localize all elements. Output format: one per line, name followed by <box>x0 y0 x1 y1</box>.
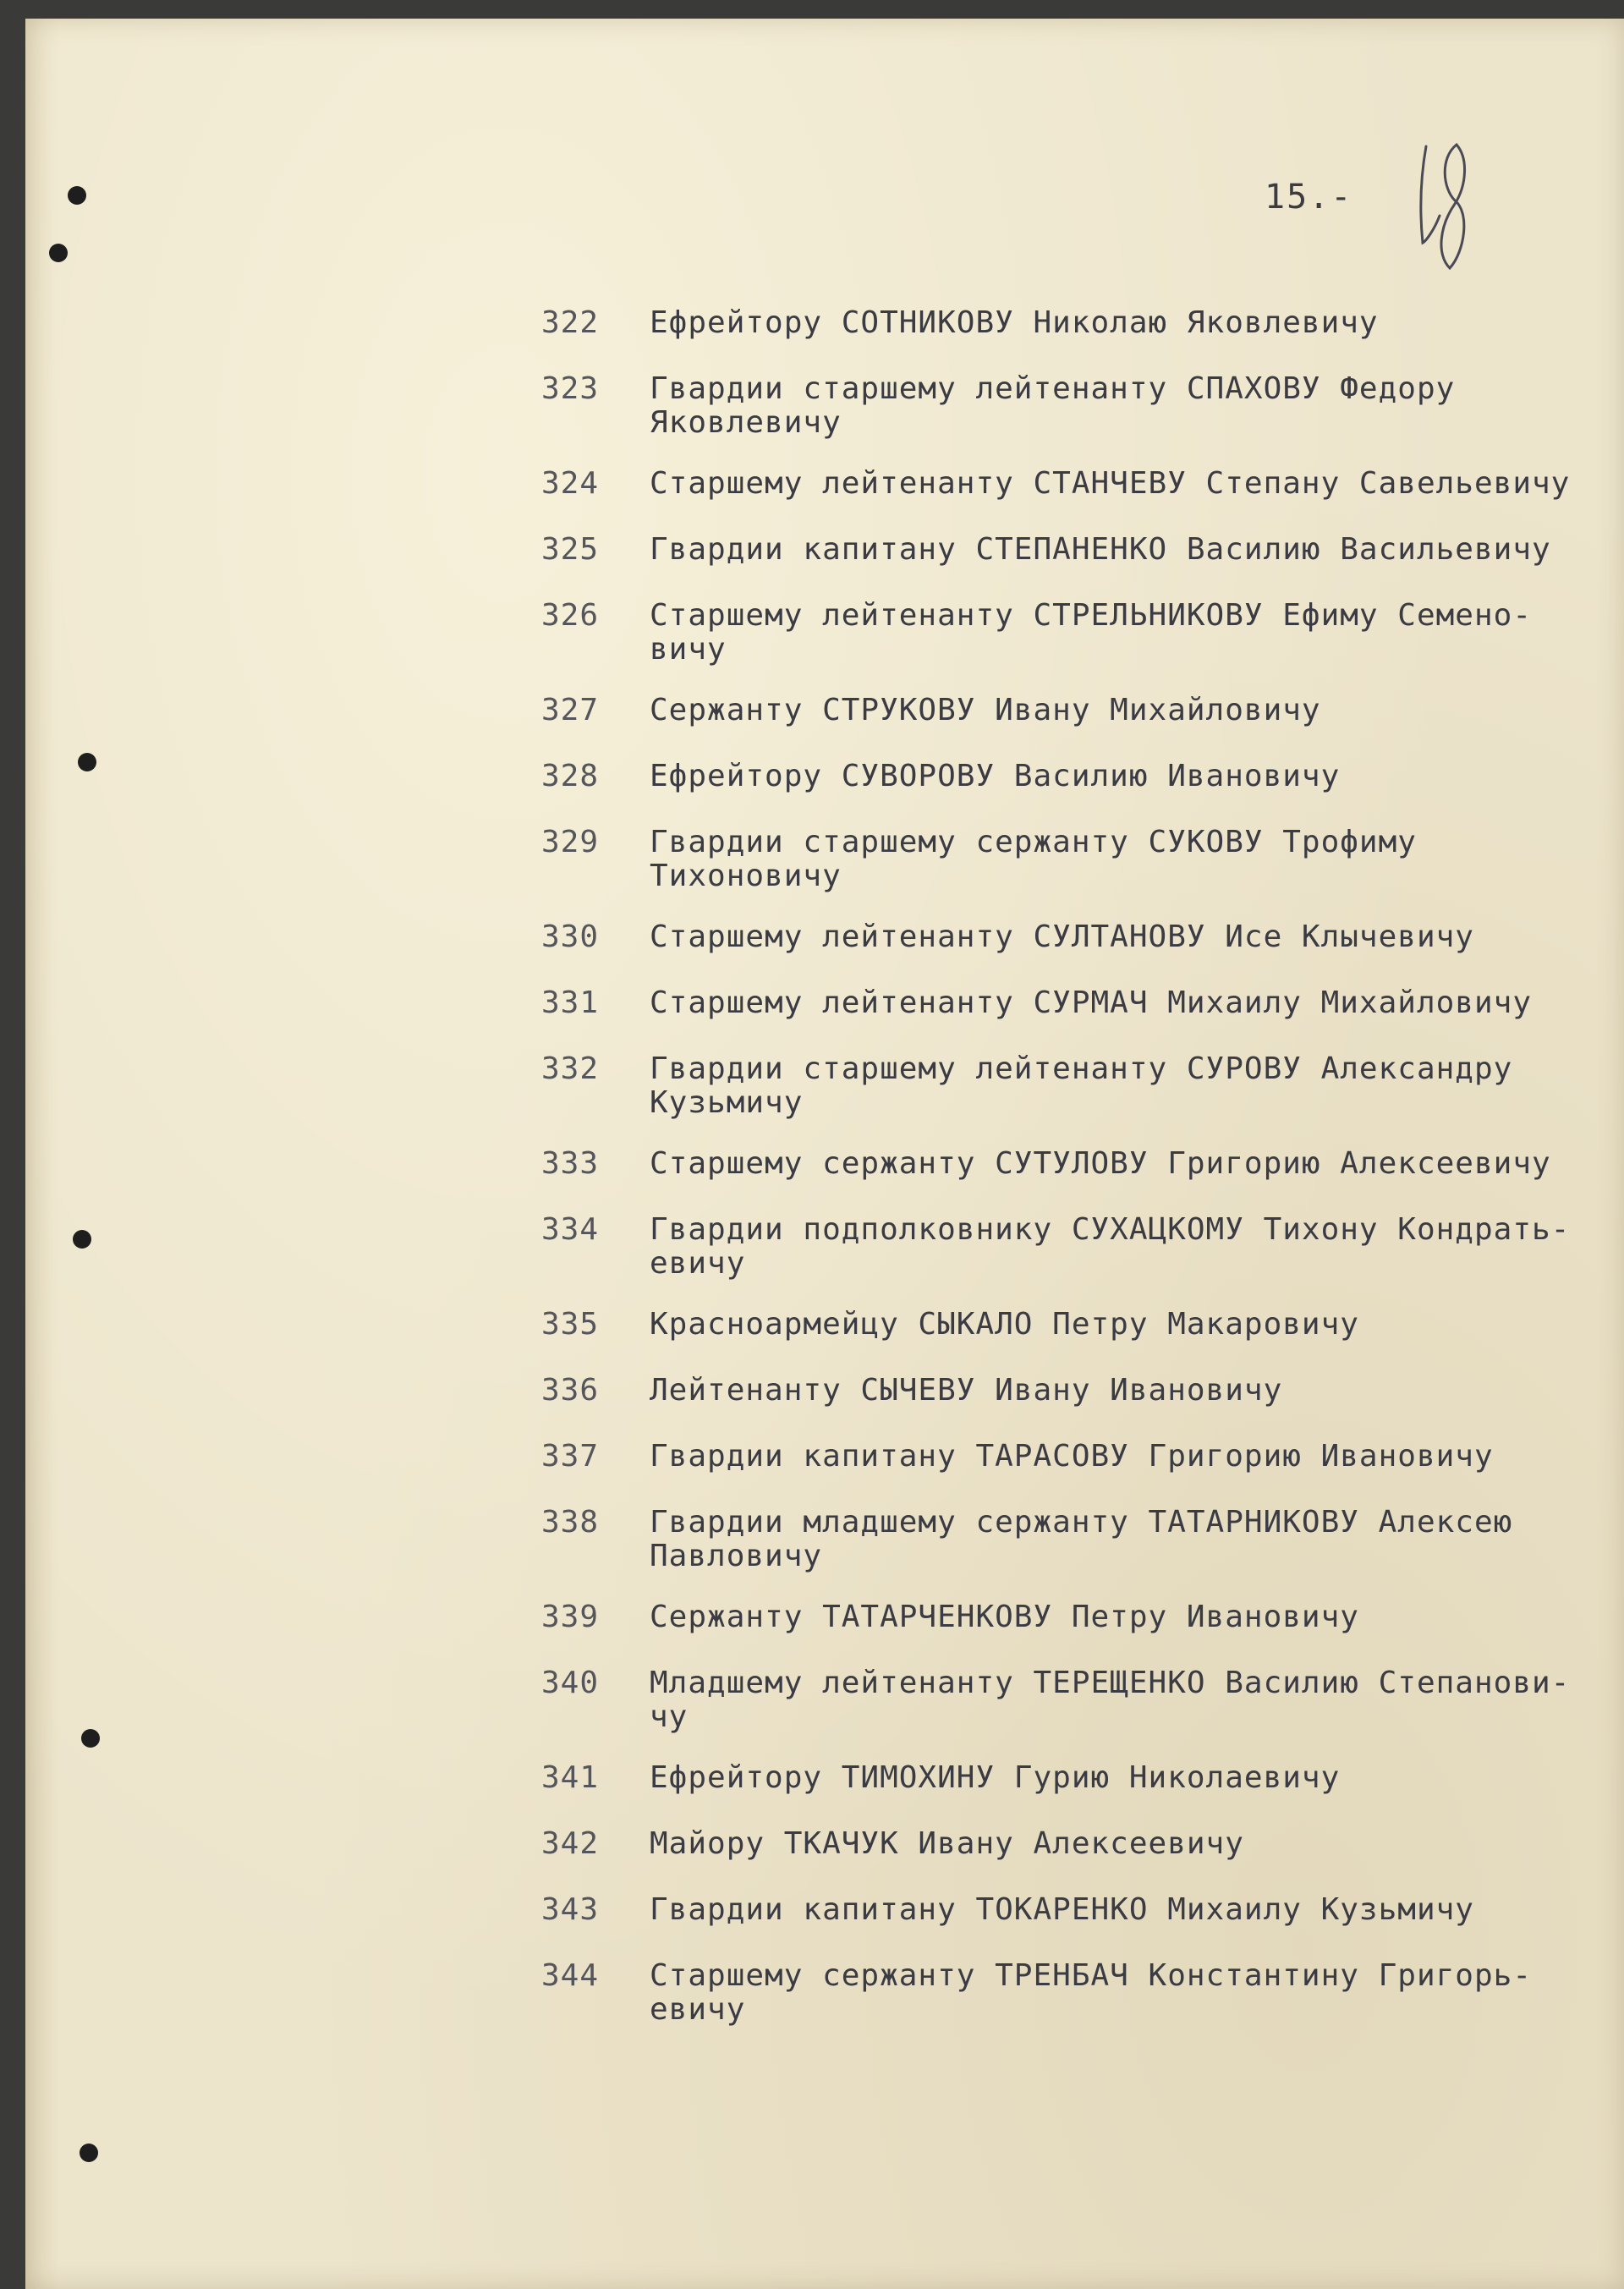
list-item <box>541 306 1624 340</box>
entry-text: Старшему лейтенанту СУЛТАНОВУ Исе Клычевичу <box>650 919 1474 954</box>
entry-number: 343 <box>541 1892 600 1927</box>
punch-hole <box>73 1230 91 1249</box>
list-item <box>541 1052 1624 1120</box>
list-item <box>541 1761 1624 1795</box>
entry-number: 340 <box>541 1666 600 1700</box>
entry-text: Старшему лейтенанту СТАНЧЕВУ Степану Савельевичу <box>650 466 1571 501</box>
entry-number: 331 <box>541 985 600 1020</box>
punch-hole <box>80 2144 98 2162</box>
entry-text: Гвардии подполковнику СУХАЦКОМУ Тихону Кондрать- евичу <box>650 1212 1571 1281</box>
entry-number: 326 <box>541 598 600 633</box>
entry-text: Сержанту ТАТАРЧЕНКОВУ Петру Ивановичу <box>650 1600 1359 1634</box>
list-item <box>541 1440 1624 1474</box>
entry-number: 334 <box>541 1212 600 1247</box>
entry-text: Гвардии старшему лейтенанту СУРОВУ Александру Кузьмичу <box>650 1051 1513 1120</box>
entry-number: 339 <box>541 1600 600 1634</box>
document-page <box>25 19 1624 2289</box>
handwritten-sheet-number <box>1414 141 1473 277</box>
entry-text: Красноармейцу СЫКАЛО Петру Макаровичу <box>650 1307 1359 1342</box>
list-item <box>541 372 1624 440</box>
entry-text: Лейтенанту СЫЧЕВУ Ивану Ивановичу <box>650 1373 1283 1408</box>
entry-number: 341 <box>541 1760 600 1795</box>
entry-number: 322 <box>541 305 600 340</box>
punch-hole <box>78 753 96 771</box>
list-item <box>541 1308 1624 1342</box>
award-list <box>541 306 1624 2054</box>
entry-text: Гвардии старшему лейтенанту СПАХОВУ Федору Яковлевичу <box>650 371 1456 440</box>
entry-text: Ефрейтору СОТНИКОВУ Николаю Яковлевичу <box>650 305 1379 340</box>
list-item <box>541 1959 1624 2027</box>
list-item <box>541 920 1624 954</box>
entry-number: 335 <box>541 1307 600 1342</box>
entry-number: 328 <box>541 759 600 793</box>
entry-text: Майору ТКАЧУК Ивану Алексеевичу <box>650 1826 1244 1861</box>
entry-text: Гвардии капитану СТЕПАНЕНКО Василию Васильевичу <box>650 532 1551 567</box>
entry-number: 338 <box>541 1505 600 1540</box>
entry-text: Старшему лейтенанту СУРМАЧ Михаилу Михайловичу <box>650 985 1532 1020</box>
page-number: 15.- <box>1265 178 1353 217</box>
list-item <box>541 1600 1624 1634</box>
entry-number: 330 <box>541 919 600 954</box>
list-item <box>541 533 1624 567</box>
list-item <box>541 599 1624 667</box>
entry-number: 333 <box>541 1146 600 1181</box>
entry-number: 342 <box>541 1826 600 1861</box>
entry-text: Гвардии младшему сержанту ТАТАРНИКОВУ Алексею Павловичу <box>650 1505 1513 1573</box>
entry-text: Старшему сержанту ТРЕНБАЧ Константину Григорь- евичу <box>650 1958 1532 2027</box>
entry-text: Ефрейтору ТИМОХИНУ Гурию Николаевичу <box>650 1760 1341 1795</box>
entry-text: Гвардии капитану ТАРАСОВУ Григорию Ивановичу <box>650 1439 1494 1474</box>
list-item <box>541 694 1624 727</box>
list-item <box>541 1147 1624 1181</box>
entry-text: Сержанту СТРУКОВУ Ивану Михайловичу <box>650 693 1321 727</box>
punch-hole <box>81 1729 100 1748</box>
entry-text: Старшему лейтенанту СТРЕЛЬНИКОВУ Ефиму Семено- вичу <box>650 598 1532 667</box>
list-item <box>541 1666 1624 1734</box>
entry-number: 332 <box>541 1051 600 1086</box>
list-item <box>541 1506 1624 1573</box>
list-item <box>541 760 1624 793</box>
entry-text: Младшему лейтенанту ТЕРЕЩЕНКО Василию Степанови- чу <box>650 1666 1571 1734</box>
list-item <box>541 1213 1624 1281</box>
entry-number: 327 <box>541 693 600 727</box>
entry-text: Старшему сержанту СУТУЛОВУ Григорию Алексеевичу <box>650 1146 1551 1181</box>
entry-text: Гвардии старшему сержанту СУКОВУ Трофиму Тихоновичу <box>650 825 1417 893</box>
entry-number: 337 <box>541 1439 600 1474</box>
list-item <box>541 1893 1624 1927</box>
entry-text: Ефрейтору СУВОРОВУ Василию Ивановичу <box>650 759 1341 793</box>
entry-number: 324 <box>541 466 600 501</box>
entry-number: 325 <box>541 532 600 567</box>
entry-number: 329 <box>541 825 600 859</box>
punch-hole <box>68 186 86 205</box>
list-item <box>541 1374 1624 1408</box>
entry-number: 336 <box>541 1373 600 1408</box>
list-item <box>541 986 1624 1020</box>
entry-number: 323 <box>541 371 600 406</box>
punch-hole <box>49 244 68 262</box>
list-item <box>541 826 1624 893</box>
entry-text: Гвардии капитану ТОКАРЕНКО Михаилу Кузьмичу <box>650 1892 1474 1927</box>
entry-number: 344 <box>541 1958 600 1993</box>
list-item <box>541 1827 1624 1861</box>
list-item <box>541 467 1624 501</box>
